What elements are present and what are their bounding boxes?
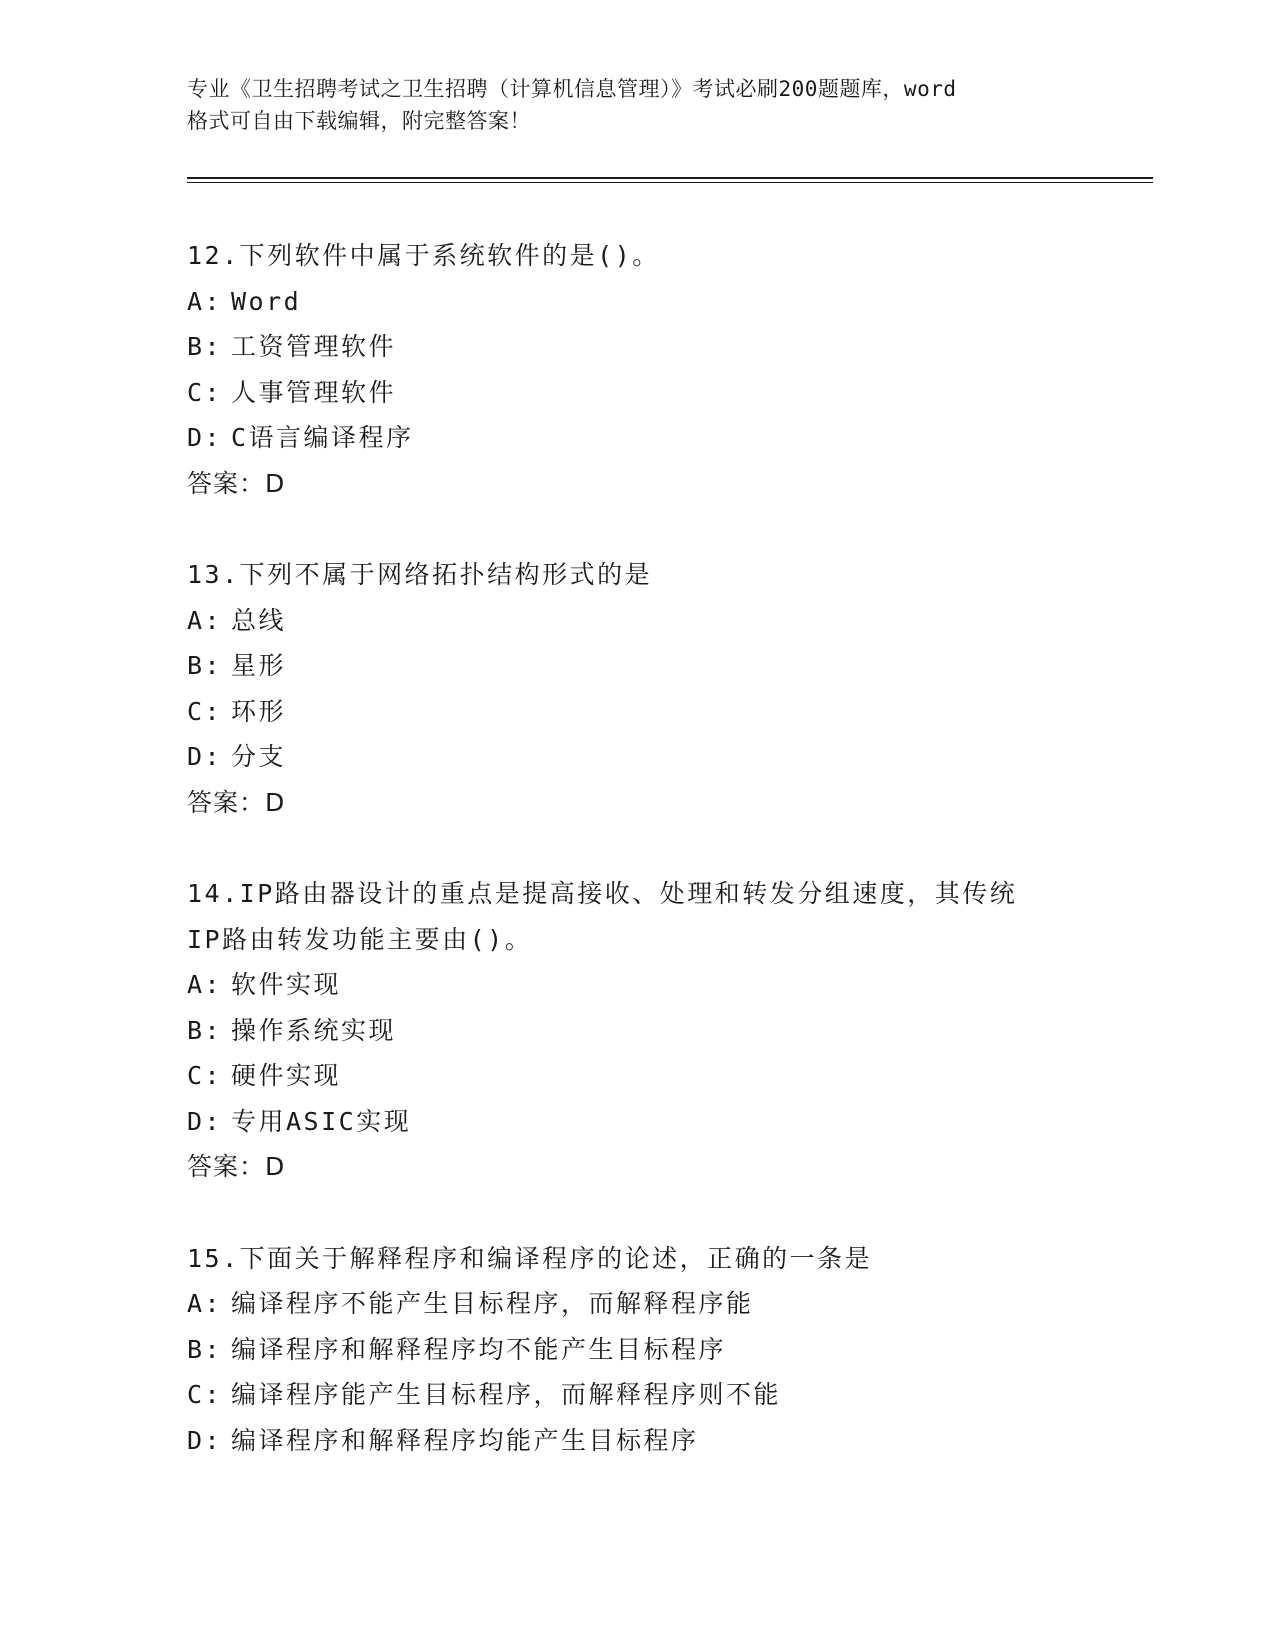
option-label: C: [187, 1061, 223, 1090]
option-text: 编译程序能产生目标程序，而解释程序则不能 [231, 1380, 782, 1409]
answer-line: 答案：D [187, 1152, 286, 1181]
option-text: 硬件实现 [231, 1061, 342, 1090]
option-label: C: [187, 377, 223, 407]
header-divider-thick [187, 177, 1153, 179]
document-header [187, 73, 1087, 137]
option-c [187, 1372, 1087, 1418]
option-label: D: [187, 742, 223, 771]
question-15 [187, 1236, 1087, 1464]
option-label: A: [187, 1289, 223, 1318]
question-title: 13.下列不属于网络拓扑结构形式的是 [187, 560, 653, 589]
option-text: Word [231, 286, 302, 316]
question-title-line-2: IP路由转发功能主要由()。 [187, 924, 533, 954]
question-list [187, 233, 1087, 1463]
header-line-2: 格式可自由下载编辑，附完整答案！ [187, 109, 531, 133]
question-spacer [187, 1190, 1087, 1236]
option-a [187, 962, 1087, 1008]
option-d [187, 415, 1087, 461]
answer-line: 答案：D [187, 468, 286, 498]
question-13 [187, 552, 1087, 825]
question-title: 15.下面关于解释程序和编译程序的论述，正确的一条是 [187, 1243, 873, 1273]
header-line-1: 专业《卫生招聘考试之卫生招聘（计算机信息管理）》考试必刷200题题库，word [187, 77, 957, 101]
option-label: D: [187, 1106, 223, 1136]
question-title-line-1: 14.IP路由器设计的重点是提高接收、处理和转发分组速度，其传统 [187, 879, 1018, 908]
option-b [187, 1327, 1087, 1373]
option-text: 工资管理软件 [231, 332, 397, 361]
question-12 [187, 233, 1087, 506]
option-b [187, 643, 1087, 689]
option-label: C: [187, 1380, 223, 1409]
option-d [187, 1418, 1087, 1464]
option-label: B: [187, 1015, 223, 1045]
option-c [187, 1053, 1087, 1099]
option-c [187, 689, 1087, 735]
option-text: 操作系统实现 [231, 1015, 397, 1045]
answer-line: 答案：D [187, 787, 286, 817]
option-a [187, 1281, 1087, 1327]
option-label: D: [187, 1425, 223, 1455]
option-text: 编译程序不能产生目标程序，而解释程序能 [231, 1289, 754, 1318]
option-label: A: [187, 286, 223, 316]
option-b [187, 324, 1087, 370]
option-label: A: [187, 970, 223, 999]
option-text: 编译程序和解释程序均能产生目标程序 [231, 1425, 699, 1455]
option-label: C: [187, 696, 223, 726]
option-text: 总线 [231, 605, 287, 635]
option-label: A: [187, 605, 223, 635]
question-spacer [187, 825, 1087, 871]
question-14 [187, 871, 1087, 1190]
option-label: B: [187, 1334, 223, 1364]
option-label: B: [187, 651, 223, 680]
header-divider-thin [187, 182, 1153, 183]
option-d [187, 734, 1087, 780]
option-text: 软件实现 [231, 970, 342, 999]
option-text: 环形 [231, 696, 287, 726]
option-b [187, 1008, 1087, 1054]
question-title: 12.下列软件中属于系统软件的是()。 [187, 241, 660, 270]
question-spacer [187, 506, 1087, 552]
option-d [187, 1099, 1087, 1145]
option-c [187, 370, 1087, 416]
option-a [187, 279, 1087, 325]
option-label: D: [187, 423, 223, 452]
option-text: C语言编译程序 [231, 423, 414, 452]
option-label: B: [187, 332, 223, 361]
option-text: 专用ASIC实现 [231, 1106, 412, 1136]
option-a [187, 598, 1087, 644]
option-text: 分支 [231, 742, 287, 771]
option-text: 编译程序和解释程序均不能产生目标程序 [231, 1334, 727, 1364]
option-text: 人事管理软件 [231, 377, 397, 407]
option-text: 星形 [231, 651, 287, 680]
